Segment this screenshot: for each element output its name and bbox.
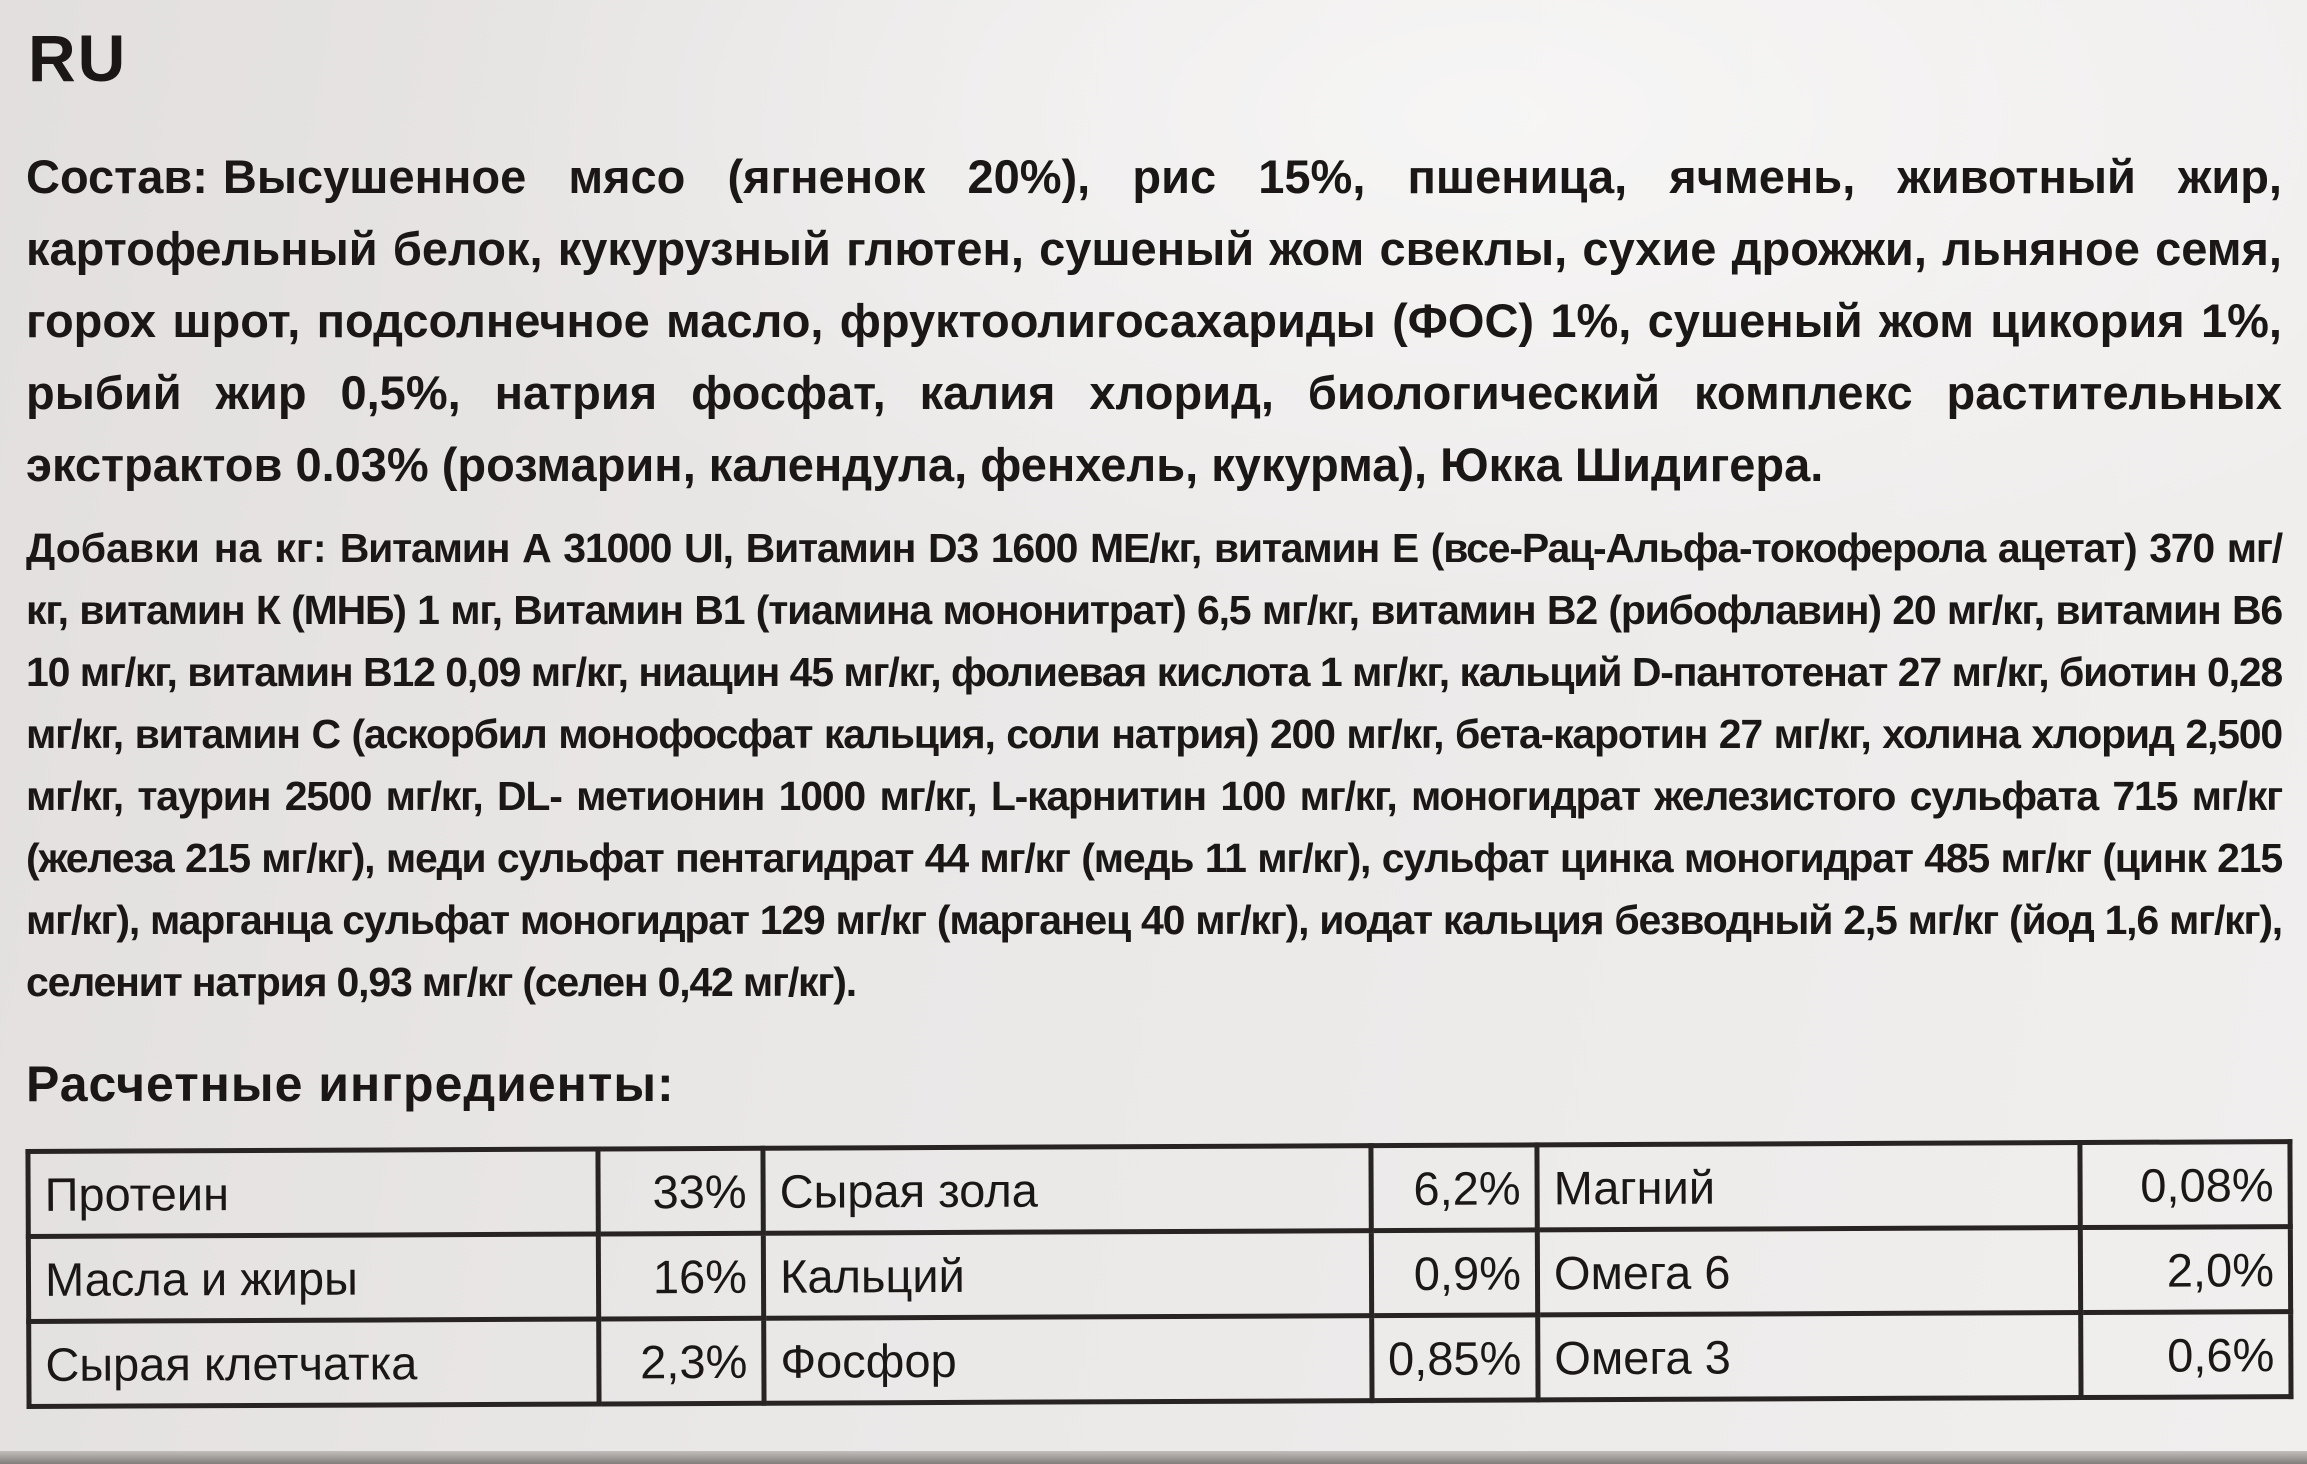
nutrient-name-cell: Фосфор bbox=[764, 1315, 1372, 1403]
nutrient-name-cell: Кальций bbox=[763, 1230, 1371, 1318]
nutrient-value-cell: 0,08% bbox=[2080, 1141, 2290, 1227]
photo-bottom-edge bbox=[0, 1451, 2307, 1464]
composition-paragraph bbox=[26, 141, 2282, 501]
nutrient-name-cell: Магний bbox=[1537, 1142, 2080, 1229]
nutrient-name-cell: Сырая клетчатка bbox=[29, 1319, 599, 1406]
composition-text: Высушенное мясо (ягненок 20%), рис 15%, пшеница, ячмень, животный жир, картофельный белок, кукурузный глютен, сушеный жом свеклы, сухие дрожжи, льняное семя, горох шрот, подсолнечное масло, фруктоолигосахариды (ФОС) 1%, сушеный жом цикория 1%, рыбий жир 0,5%, натрия фосфат, калия хлорид, биологический комплекс растительных экстрактов 0.03% (розмарин, календула, фенхель, кукурма), Юкка Шидигера. bbox=[26, 149, 2282, 491]
nutrient-value-cell: 2,0% bbox=[2080, 1226, 2290, 1312]
nutrient-name-cell: Сырая зола bbox=[763, 1145, 1371, 1233]
table-row bbox=[28, 1226, 2290, 1321]
additives-text: Витамин А 31000 UI, Витамин D3 1600 МЕ/кг, витамин Е (все-Рац-Альфа-токоферола ацетат) 370 мг/кг, витамин К (МНБ) 1 мг, Витамин В1 (тиамина мононитрат) 6,5 мг/кг, витамин В2 (рибофлавин) 20 мг/кг, витамин В6 10 мг/кг, витамин В12 0,09 мг/кг, ниацин 45 мг/кг, фолиевая кислота 1 мг/кг, кальций D-пантотенат 27 мг/кг, биотин 0,28 мг/кг, витамин С (аскорбил монофосфат кальция, соли натрия) 200 мг/кг, бета-каротин 27 мг/кг, холина хлорид 2,500 мг/кг, таурин 2500 мг/кг, DL- метионин 1000 мг/кг, L-карнитин 100 мг/кг, моногидрат железистого сульфата 715 мг/кг (железа 215 мг/кг), меди сульфат пентагидрат 44 мг/кг (медь 11 мг/кг), сульфат цинка моногидрат 485 мг/кг (цинк 215 мг/кг), марганца сульфат моногидрат 129 мг/кг (марганец 40 мг/кг), иодат кальция безводный 2,5 мг/кг (йод 1,6 мг/кг), селенит натрия 0,93 мг/кг (селен 0,42 мг/кг). bbox=[26, 524, 2282, 1005]
additives-paragraph bbox=[26, 517, 2282, 1013]
composition-lead: Состав: bbox=[26, 149, 208, 203]
nutrient-value-cell: 0,6% bbox=[2081, 1311, 2291, 1397]
nutrient-value-cell: 33% bbox=[598, 1148, 763, 1234]
additives-lead: Добавки на кг: bbox=[26, 524, 327, 571]
nutrient-value-cell: 16% bbox=[598, 1233, 763, 1319]
nutrient-name-cell: Омега 3 bbox=[1538, 1312, 2081, 1399]
nutrient-name-cell: Масла и жиры bbox=[28, 1234, 598, 1321]
table-row bbox=[28, 1141, 2290, 1236]
nutrient-value-cell: 2,3% bbox=[599, 1318, 764, 1404]
language-code: RU bbox=[28, 21, 128, 95]
table-row bbox=[29, 1311, 2291, 1406]
nutrient-name-cell: Омега 6 bbox=[1537, 1227, 2080, 1314]
analysis-heading: Расчетные ингредиенты: bbox=[26, 1055, 675, 1112]
analysis-table bbox=[25, 1139, 2293, 1409]
nutrient-name-cell: Протеин bbox=[28, 1149, 598, 1236]
nutrient-value-cell: 6,2% bbox=[1371, 1144, 1537, 1230]
nutrient-value-cell: 0,9% bbox=[1371, 1229, 1537, 1315]
nutrient-value-cell: 0,85% bbox=[1372, 1314, 1538, 1400]
label-content bbox=[26, 22, 2282, 1409]
